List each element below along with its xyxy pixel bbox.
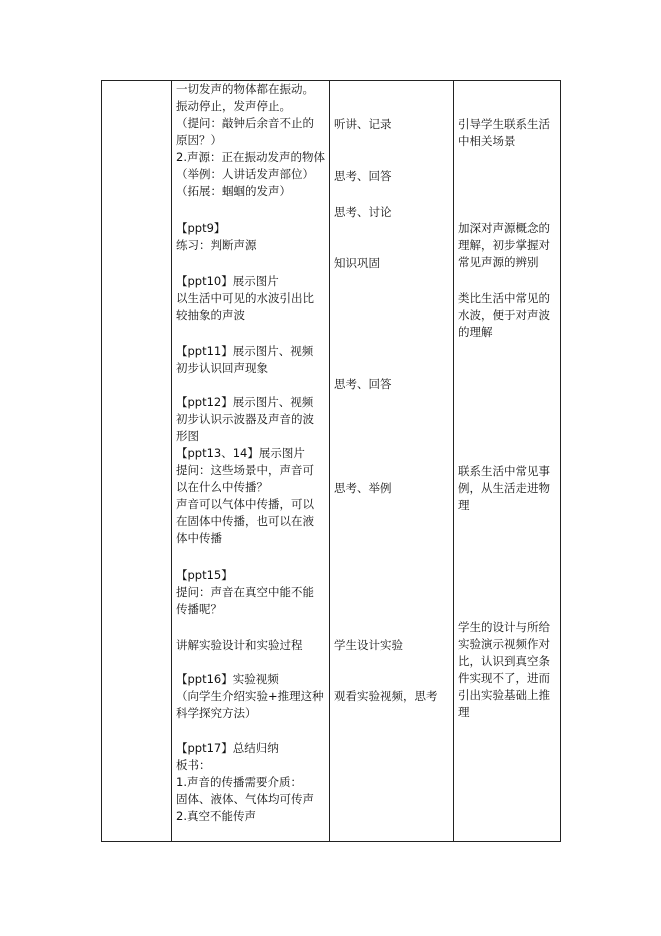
content-block-ppt15 [176,567,329,618]
intent-line: 理 [458,498,470,512]
content-line: 声音可以气体中传播，可以 [176,497,314,511]
content-line: 传播呢？ [176,602,222,616]
content-line: 形图 [176,429,199,443]
content-line: 在固体中传播，也可以在液 [176,514,314,528]
content-block-ppt16 [176,671,329,722]
content-block-ppt12-14 [176,394,329,547]
intent-line: 的理解 [458,325,493,339]
intent-line: 联系生活中常见事 [458,464,550,478]
intent-line: 学生的设计与所给 [458,620,550,634]
intent-block [458,619,560,721]
content-line: 以在什么中传播？ [176,480,268,494]
content-line: 初步认识示波器及声音的波 [176,412,314,426]
student-activity: 思考、回答 [334,377,392,391]
content-line: 提问：声音在真空中能不能 [176,585,314,599]
student-activity: 思考、举例 [334,481,392,495]
content-line: 【ppt13、14】展示图片 [176,446,305,460]
content-line: 【ppt15】 [176,568,233,582]
intent-block [458,290,560,341]
intent-line: 加深对声源概念的 [458,221,550,235]
content-line: 提问：这些场景中，声音可 [176,463,314,477]
content-line: 【ppt16】实验视频 [176,672,279,686]
content-line: （拓展：蝈蝈的发声） [176,184,291,198]
content-line: 初步认识回声现象 [176,361,268,375]
content-line: 固体、液体、气体均可传声 [176,792,314,806]
content-line: （提问：敲钟后余音不止的 [176,116,314,130]
content-line: 2.真空不能传声 [176,809,256,823]
content-block-ppt9 [176,220,329,254]
content-block-experiment [176,637,329,654]
student-activity: 思考、回答 [334,169,392,183]
content-block-ppt11 [176,343,329,377]
content-line: 较抽象的声波 [176,308,245,322]
content-block-ppt10 [176,273,329,324]
content-line: （举例：人讲话发声部位） [176,167,314,181]
student-activity: 思考、讨论 [334,205,392,219]
content-line: 【ppt11】展示图片、视频 [176,344,314,358]
content-line: 【ppt17】总结归纳 [176,741,279,755]
content-line: 板书： [176,758,211,772]
content-line: 练习：判断声源 [176,238,257,252]
student-activity: 观看实验视频，思考 [334,689,438,703]
intent-line: 理 [458,705,470,719]
intent-block [458,220,560,271]
content-line: 以生活中可见的水波引出比 [176,291,314,305]
intent-block [458,116,560,150]
content-line: 2.声源：正在振动发声的物体 [176,150,325,164]
content-block-vibration [176,81,329,200]
intent-block [458,463,560,514]
content-line: 【ppt12】展示图片、视频 [176,395,314,409]
student-activity: 学生设计实验 [334,638,403,652]
column-divider [453,81,454,841]
intent-line: 中相关场景 [458,134,516,148]
student-activity: 听讲、记录 [334,117,392,131]
intent-line: 理解，初步掌握对 [458,238,550,252]
content-line: 科学探究方法） [176,706,257,720]
content-line: 原因？） [176,133,222,147]
intent-line: 类比生活中常见的 [458,291,550,305]
column-divider [329,81,330,841]
intent-line: 水波，便于对声波 [458,308,550,322]
column-divider [171,81,172,841]
content-line: （向学生介绍实验+推理这种 [176,689,324,703]
content-line: 1.声音的传播需要介质： [176,775,302,789]
intent-line: 例，从生活走进物 [458,481,550,495]
student-activity: 知识巩固 [334,256,380,270]
intent-line: 常见声源的辨别 [458,255,539,269]
intent-line: 件实现不了，进而 [458,671,550,685]
intent-line: 比，认识到真空条 [458,654,550,668]
content-line: 讲解实验设计和实验过程 [176,638,303,652]
content-line: 振动停止，发声停止。 [176,99,291,113]
intent-line: 引导学生联系生活 [458,117,550,131]
intent-line: 引出实验基础上推 [458,688,550,702]
content-line: 【ppt9】 [176,221,226,235]
lesson-plan-table [101,80,561,842]
content-line: 体中传播 [176,531,222,545]
content-block-ppt17 [176,740,329,825]
intent-line: 实验演示视频作对 [458,637,550,651]
content-line: 【ppt10】展示图片 [176,274,279,288]
content-line: 一切发声的物体都在振动。 [176,82,314,96]
